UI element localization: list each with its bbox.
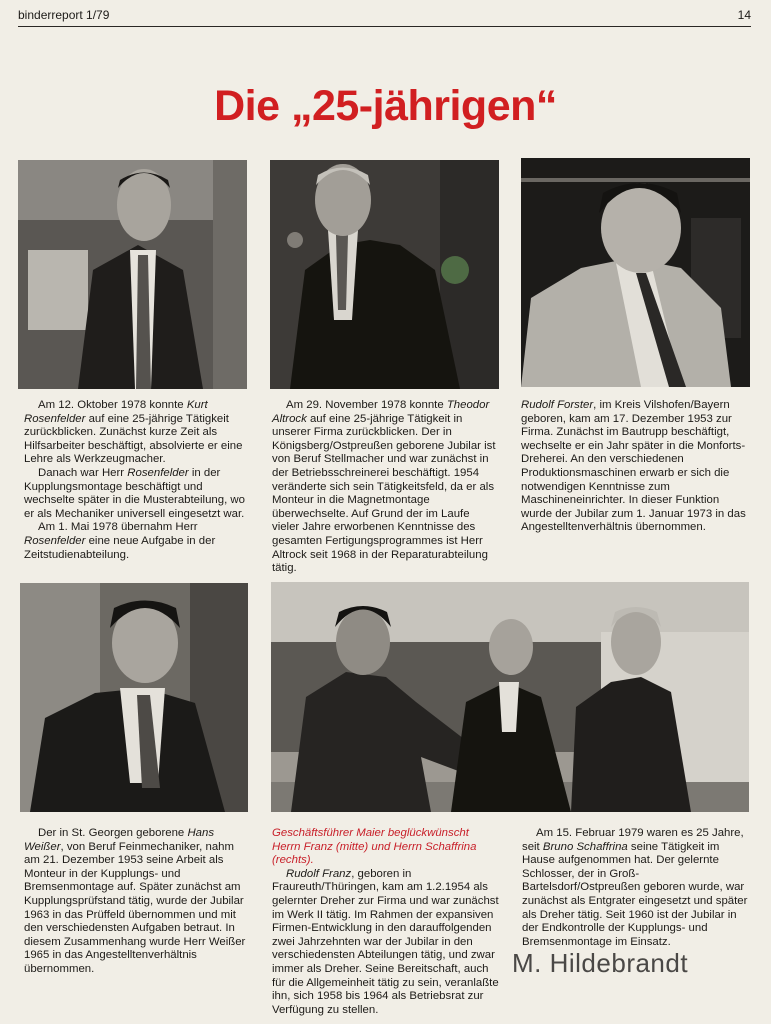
paragraph [272,399,498,576]
photo-rudolf-forster [521,158,750,387]
person-name: Bruno Schaffrina [542,840,628,853]
text-run: Danach war Herr [38,466,128,479]
paragraph [24,467,248,521]
photo-caption: Geschäftsführer Maier beglückwünscht Herrn Franz (mitte) und Herrn Schaffrina (rechts). [272,827,477,867]
person-name: Rosenfelder [24,534,86,547]
page-title: Die „25-jährigen“ [214,82,557,130]
text-bruno-schaffrina [522,827,750,949]
text-run: auf eine 25-jährige Tätigkeit in unserer Firma zurückblicken. Der in Königsberg/Ostpreußen geborene Jubilar ist von Beruf Stellmacher und war zunächst in der Betriebsschreinerei beschäftigt. 1954 veränderte sich sein Tätigkeitsfeld, da er als Monteur in die Magnetmontage überwechselte. Auf Grund der im Laufe vieler Jahre erworbenen Kenntnisse des gesamten Fertigungsprogrammes ist Herr Altrock seit 1968 in der Reparaturabteilung tätig. [272,412,496,575]
person-name: Theodor Altrock [272,399,490,425]
publication-name: binderreport 1/79 [18,8,110,22]
text-run: Am 1. Mai 1978 übernahm Herr [38,521,198,534]
text-run: Der in St. Georgen geborene [38,827,188,839]
text-run: , im Kreis Vilshofen/Bayern geboren, kam am 17. Dezember 1953 zur Firma. Zunächst im Bautrupp beschäftigt, wechselte er ein Jahr später in die Monforts-Dreherei. An den verschiedenen Produktionsmaschinen erwarb er sich die notwendigen Kenntnisse zum Maschineneinrichter. In dieser Funktion wurde der Jubilar zum 1. Januar 1973 in das Angestelltenverhältnis übernommen. [521,399,746,534]
page-header [18,6,751,27]
watermark: M. Hildebrandt [512,948,689,978]
text-kurt-rosenfelder [24,399,248,562]
text-run: Am 29. November 1978 konnte [286,399,447,411]
paragraph [24,399,248,467]
text-run: in der Kupplungsmontage beschäftigt und wechselte später in die Musterabteilung, wo er als Mechaniker universell eingesetzt war. [24,466,245,520]
text-run: auf eine 25-jährige Tätigkeit zurückblicken. Zunächst kurze Zeit als Hilfsarbeiter beschäftigt, absolvierte er eine Lehre als Werkzeugmacher. [24,412,243,466]
person-name: Hans Weißer [24,827,215,853]
text-rudolf-franz [272,827,500,1017]
text-hans-weisser [24,827,248,977]
text-run: Am 12. Oktober 1978 konnte [38,399,187,411]
photo-hans-weisser [20,583,248,812]
photo-congratulation-group [271,582,749,812]
paragraph [521,399,749,535]
paragraph [24,827,248,977]
text-theodor-altrock [272,399,498,576]
paragraph [272,868,500,1018]
person-name: Kurt Rosenfelder [24,399,208,425]
text-run: Am 15. Februar 1979 waren es 25 Jahre, seit [522,827,744,853]
page-number: 14 [737,8,751,22]
text-run: , von Beruf Feinmechaniker, nahm am 21. Dezember 1953 seine Arbeit als Monteur in der Kupplungs- und Bremsenmontage auf. Später zunächst am Kupplungsprüfstand tätig, wurde der Jubilar 1963 in das Prüffeld übernommen und mit den verschiedensten Aufgaben betraut. In diesem Zusammenhang wurde Herr Weißer 1965 in das Angestelltenverhältnis übernommen. [24,840,246,975]
paragraph [24,521,248,562]
photo-theodor-altrock [270,160,499,389]
photo-kurt-rosenfelder [18,160,247,389]
text-run: eine neue Aufgabe in der Zeitstudienabteilung. [24,534,216,561]
text-run: , geboren in Fraureuth/Thüringen, kam am 1.2.1954 als gelernter Dreher zur Firma und war zunächst im Werk II tätig. Im Rahmen der expansiven Firmen-Entwicklung in den darauffolgenden zwei Jahrzehnten war der Jubilar in den verschiedensten Abteilungen tätig, und zwar immer als Dreher. Seine Bereitschaft, auch für die Allgemeinheit tätig zu sein, veranlaßte ihn, sich 1958 bis 1964 als Betriebsrat zur Verfügung zu stellen. [272,867,499,1016]
paragraph [522,827,750,949]
person-name: Rudolf Franz [286,867,352,880]
person-name: Rosenfelder [127,466,189,479]
text-rudolf-forster [521,399,749,535]
text-run: seine Tätigkeit im Hause aufgenommen hat. Der gelernte Schlosser, der in Groß-Bartelsdorf/Ostpreußen geboren wurde, war zunächst als Entgrater eingesetzt und später als Dreher tätig. Seit 1960 ist der Jubilar in der Endkontrolle der Kupplungs- und Bremsenmontage im Einsatz. [522,840,748,948]
person-name: Rudolf Forster [521,399,594,411]
